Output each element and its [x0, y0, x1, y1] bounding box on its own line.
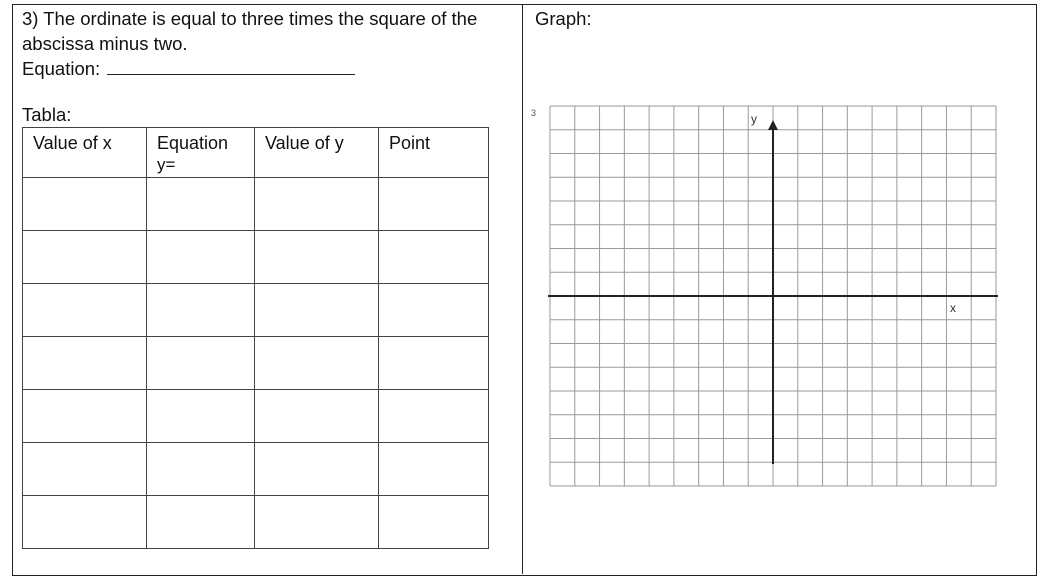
table-cell[interactable]: [379, 390, 489, 443]
values-table: [22, 127, 489, 549]
table-row: [23, 231, 489, 284]
table-cell[interactable]: [379, 284, 489, 337]
table-row: [23, 443, 489, 496]
table-header-row: [23, 128, 489, 178]
table-cell[interactable]: [255, 496, 379, 549]
table-row: [23, 337, 489, 390]
table-cell[interactable]: [147, 443, 255, 496]
header-equation: [147, 128, 255, 178]
table-cell[interactable]: [255, 337, 379, 390]
table-row: [23, 390, 489, 443]
header-equation-label: Equation: [157, 133, 229, 153]
header-value-of-x: Value of x: [23, 128, 147, 178]
table-cell[interactable]: [147, 284, 255, 337]
table-cell[interactable]: [255, 390, 379, 443]
equation-row: [22, 56, 355, 81]
problem-statement: 3) The ordinate is equal to three times the square of the abscissa minus two.: [22, 8, 478, 54]
table-row: [23, 178, 489, 231]
table-cell[interactable]: [147, 231, 255, 284]
table-cell[interactable]: [255, 443, 379, 496]
table-row: [23, 496, 489, 549]
equation-answer-blank[interactable]: [107, 56, 355, 75]
column-divider: [522, 4, 523, 574]
table-cell[interactable]: [379, 443, 489, 496]
header-equation-y: y=: [157, 155, 176, 174]
y-axis-label: y: [751, 112, 757, 126]
table-cell[interactable]: [147, 496, 255, 549]
header-value-of-y: Value of y: [255, 128, 379, 178]
y-axis-arrowhead: [768, 120, 778, 130]
graph-corner-mark: 3: [531, 108, 537, 118]
table-title: Tabla:: [22, 104, 72, 125]
table-cell[interactable]: [379, 337, 489, 390]
table-cell[interactable]: [255, 284, 379, 337]
header-point: Point: [379, 128, 489, 178]
table-cell[interactable]: [147, 178, 255, 231]
equation-label: Equation:: [22, 58, 101, 79]
table-cell[interactable]: [379, 178, 489, 231]
table-row: [23, 284, 489, 337]
table-cell[interactable]: [23, 496, 147, 549]
table-cell[interactable]: [379, 496, 489, 549]
table-cell[interactable]: [23, 231, 147, 284]
graph-title: Graph:: [535, 8, 592, 29]
table-cell[interactable]: [23, 337, 147, 390]
x-axis-label: x: [950, 301, 956, 315]
table-cell[interactable]: [23, 284, 147, 337]
table-body: [23, 178, 489, 549]
table-cell[interactable]: [147, 337, 255, 390]
table-cell[interactable]: [23, 390, 147, 443]
table-cell[interactable]: [255, 231, 379, 284]
table-cell[interactable]: [147, 390, 255, 443]
table-cell[interactable]: [23, 443, 147, 496]
coordinate-grid[interactable]: [548, 104, 998, 490]
table-cell[interactable]: [23, 178, 147, 231]
table-cell[interactable]: [379, 231, 489, 284]
table-cell[interactable]: [255, 178, 379, 231]
